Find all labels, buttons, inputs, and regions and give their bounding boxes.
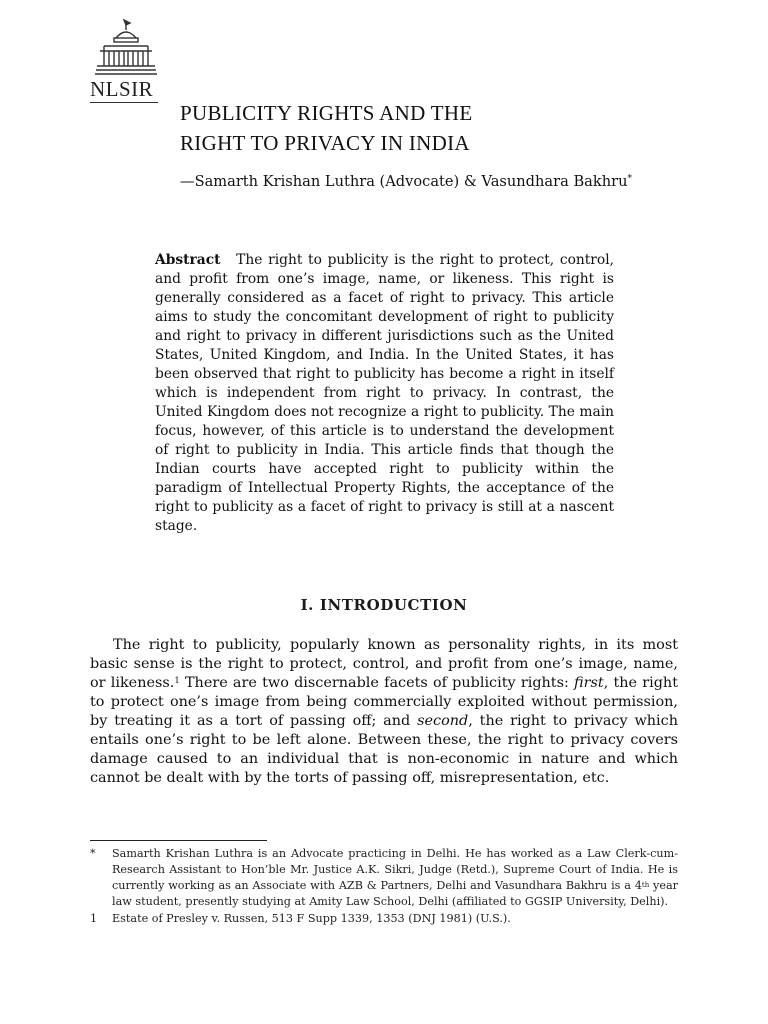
author-byline: [180, 172, 632, 192]
abstract-text: The right to publicity is the right to protect, control, and profit from one’s image, name, or likeness. This right is generally considered as a facet of right to privacy. This article aims to study the concomitant development of right to publicity and right to privacy in different jurisdictions such as the United States, United Kingdom, and India. In the United States, it has been observed that right to publicity has become a right in itself which is independent from right to privacy. In contrast, the United Kingdom does not recognize a right to publicity. The main focus, however, of this article is to understand the development of right to publicity in India. This article finds that though the Indian courts have accepted right to publicity within the paradigm of Intellectual Property Rights, the acceptance of the right to publicity as a facet of right to privacy is still at a nascent stage.: [155, 252, 614, 534]
footnote-1: [90, 911, 678, 927]
footnotes: [90, 846, 678, 928]
footnote-text: [112, 846, 678, 910]
abstract-label: Abstract: [155, 252, 221, 268]
section-heading: I. INTRODUCTION: [300, 596, 468, 614]
title-line-2: RIGHT TO PRIVACY IN INDIA: [180, 131, 470, 155]
intro-emphasis-first: first: [574, 675, 604, 691]
footnote-separator: [90, 840, 267, 841]
footnote-author: [90, 846, 678, 910]
logo-underline: [90, 102, 158, 103]
footnote-mark: *: [90, 847, 96, 860]
footnote-ref-1[interactable]: 1: [174, 676, 180, 686]
logo-text: NLSIR: [90, 77, 154, 101]
intro-text-3: , the right to protect one’s image from being commercially exploited without permission, by treating it as a tort of passing off; and: [90, 675, 678, 729]
author-names: —Samarth Krishan Luthra (Advocate) & Vasundhara Bakhru: [180, 173, 628, 190]
intro-paragraph: [90, 636, 678, 788]
intro-text-1: The right to publicity, popularly known as personality rights, in its most basic sense is the right to protect, control, and profit from one’s image, name, or likeness.: [90, 637, 678, 691]
intro-text-2: There are two discernable facets of publicity rights:: [179, 675, 575, 691]
journal-logo: [90, 18, 162, 103]
author-footnote-marker[interactable]: *: [627, 174, 632, 184]
intro-emphasis-second: second: [417, 713, 469, 729]
footnote-mark: 1: [90, 912, 98, 925]
abstract: [155, 251, 614, 536]
footnote-text-b: year law student, presently studying at Amity Law School, Delhi (affiliated to GGSIP University, Delhi).: [112, 879, 678, 908]
building-emblem-icon: [94, 18, 158, 76]
title-line-1: PUBLICITY RIGHTS AND THE: [180, 101, 473, 125]
footnote-text-a: Samarth Krishan Luthra is an Advocate practicing in Delhi. He has worked as a Law Clerk-cum-Research Assistant to Hon’ble Mr. Justice A.K. Sikri, Judge (Retd.), Supreme Court of India. He is currently working as an Associate with AZB & Partners, Delhi and Vasundhara Bakhru is a 4: [112, 847, 678, 892]
article-title: [180, 98, 472, 158]
ordinal-suffix: th: [641, 881, 650, 889]
intro-text-4: , the right to privacy which entails one’s right to be left alone. Between these, the right to privacy covers damage caused to an individual that is non-economic in nature and which cannot be dealt with by the torts of passing off, misrepresentation, etc.: [90, 713, 678, 786]
footnote-text: Estate of Presley v. Russen, 513 F Supp 1339, 1353 (DNJ 1981) (U.S.).: [112, 912, 511, 925]
